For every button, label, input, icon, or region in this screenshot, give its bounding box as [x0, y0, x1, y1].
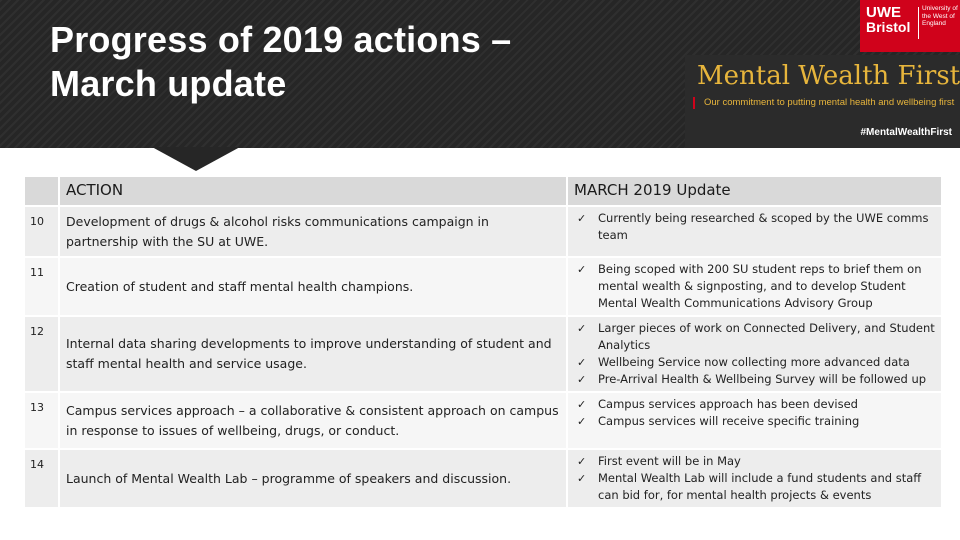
header-update: MARCH 2019 Update [567, 176, 942, 206]
row-action: Launch of Mental Wealth Lab – programme of speakers and discussion. [59, 449, 567, 508]
checkmark-icon: ✓ [577, 263, 587, 276]
row-updates [567, 392, 942, 449]
row-number: 10 [24, 206, 59, 257]
slide-header [0, 0, 960, 148]
checkmark-icon: ✓ [577, 398, 587, 411]
checkmark-icon: ✓ [577, 415, 587, 428]
row-action: Campus services approach – a collaborative & consistent approach on campus in response to issues of wellbeing, drugs, or conduct. [59, 392, 567, 449]
checkmark-icon: ✓ [577, 472, 587, 485]
table-header-row [24, 176, 942, 206]
update-item [574, 371, 935, 388]
update-item [574, 210, 935, 244]
update-item [574, 261, 935, 312]
update-text: Pre-Arrival Health & Wellbeing Survey will be followed up [598, 372, 927, 386]
slide-title [50, 18, 610, 106]
banner-hashtag: #MentalWealthFirst [860, 127, 952, 138]
row-action: Internal data sharing developments to improve understanding of student and staff mental health and service usage. [59, 316, 567, 392]
checkmark-icon: ✓ [577, 212, 587, 225]
row-updates [567, 206, 942, 257]
banner-tagline: Our commitment to putting mental health and wellbeing first [704, 97, 955, 108]
banner-accent-bar [693, 97, 695, 109]
mental-wealth-first-banner [685, 55, 960, 148]
checkmark-icon: ✓ [577, 356, 587, 369]
header-action: ACTION [59, 176, 567, 206]
update-text: Currently being researched & scoped by the UWE comms team [598, 211, 929, 242]
row-updates [567, 316, 942, 392]
update-text: Campus services approach has been devised [598, 397, 858, 411]
logo-divider [918, 7, 919, 39]
update-item [574, 320, 935, 354]
banner-name: Mental Wealth First [697, 61, 960, 91]
update-text: Larger pieces of work on Connected Delivery, and Student Analytics [598, 321, 935, 352]
table-row [24, 449, 942, 508]
slide-title-line-1: Progress of 2019 actions – [50, 19, 512, 60]
logo-line-bristol: Bristol [866, 19, 911, 35]
table-row [24, 392, 942, 449]
update-item [574, 470, 935, 504]
actions-table [23, 175, 943, 509]
logo-line-uwe: UWE [866, 4, 901, 21]
checkmark-icon: ✓ [577, 373, 587, 386]
checkmark-icon: ✓ [577, 322, 587, 335]
row-updates [567, 257, 942, 316]
table-row [24, 206, 942, 257]
update-item [574, 396, 935, 413]
row-action: Development of drugs & alcohol risks communications campaign in partnership with the SU at UWE. [59, 206, 567, 257]
update-item [574, 354, 935, 371]
header-number [24, 176, 59, 206]
row-number: 11 [24, 257, 59, 316]
update-item [574, 453, 935, 470]
update-item [574, 413, 935, 430]
row-number: 14 [24, 449, 59, 508]
uwe-bristol-logo [860, 0, 960, 52]
update-text: First event will be in May [598, 454, 741, 468]
update-text: Wellbeing Service now collecting more advanced data [598, 355, 910, 369]
checkmark-icon: ✓ [577, 455, 587, 468]
row-action: Creation of student and staff mental health champions. [59, 257, 567, 316]
row-number: 13 [24, 392, 59, 449]
row-number: 12 [24, 316, 59, 392]
row-updates [567, 449, 942, 508]
update-text: Campus services will receive specific training [598, 414, 860, 428]
table-row [24, 257, 942, 316]
logo-university-name: University of the West of England [922, 5, 958, 27]
slide-title-line-2: March update [50, 63, 287, 104]
header-pointer [152, 147, 240, 171]
table-row [24, 316, 942, 392]
update-text: Being scoped with 200 SU student reps to brief them on mental wealth & signposting, and to develop Student Mental Wealth Communications Advisory Group [598, 262, 922, 310]
update-text: Mental Wealth Lab will include a fund students and staff can bid for, for mental health projects & events [598, 471, 922, 502]
